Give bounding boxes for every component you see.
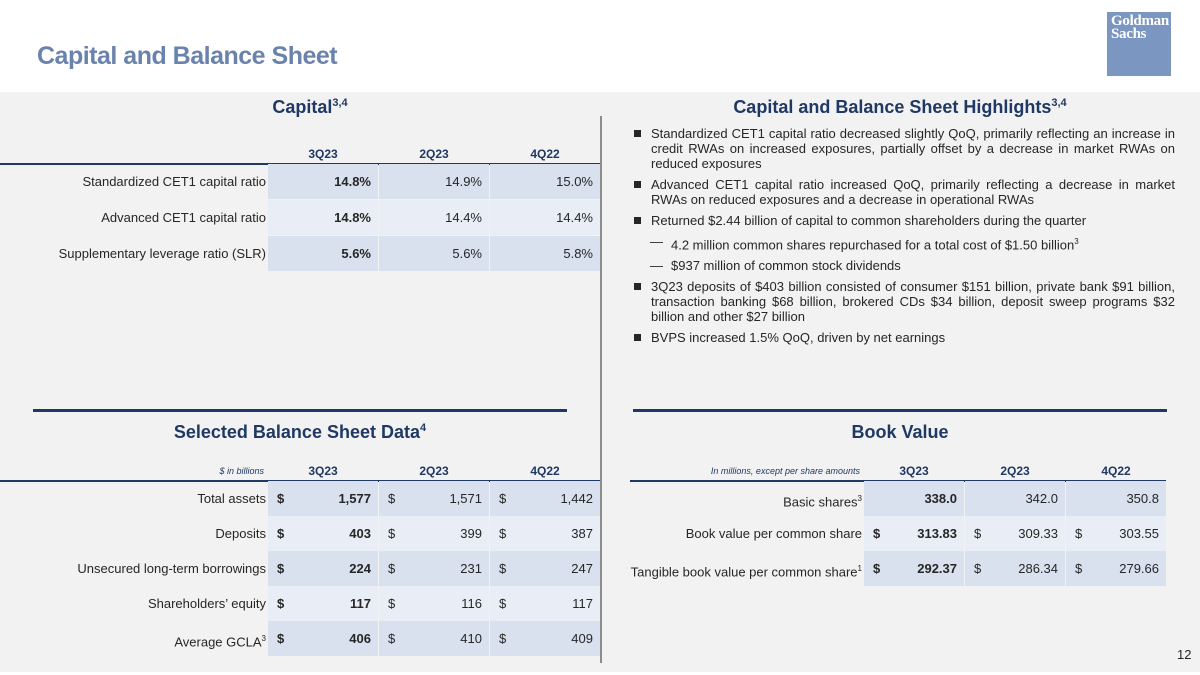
table-cell: 350.8 [1066,481,1166,516]
table-cell: 5.6% [379,236,489,271]
page-number: 12 [1177,647,1192,662]
table-cell: $ 247 [490,551,600,586]
table-cell: 15.0% [490,164,600,199]
table-cell: $ 387 [490,516,600,551]
list-item: Standardized CET1 capital ratio decreased slightly QoQ, primarily reflecting an increase in credit RWAs on increased exposures, partially offset by a decrease in market RWAs on reduced exposures [633,126,1175,171]
table-row: Shareholders’ equity [147,596,266,611]
list-item: Advanced CET1 capital ratio increased QoQ, primarily reflecting a decrease in market RWAs on reduced exposures and a decrease in operational RWAs [633,177,1175,207]
table-cell: $ 399 [379,516,489,551]
capital-title-sup: 3,4 [332,97,348,109]
table-cell: $ 286.34 [965,551,1065,586]
table-cell: 14.4% [490,200,600,235]
balance-sheet-unit-note: $ in billions [219,466,264,476]
vertical-divider [600,116,602,663]
section-rule-right [633,409,1167,412]
capital-col-2q23: 2Q23 [419,147,449,161]
capital-title [160,97,460,118]
highlights-title [640,97,1160,118]
table-cell: $ 116 [379,586,489,621]
table-cell: $ 309.33 [965,516,1065,551]
table-cell: $ 403 [268,516,378,551]
capital-col-4q22: 4Q22 [530,147,560,161]
table-cell: 5.8% [490,236,600,271]
table-cell: $ 1,442 [490,481,600,516]
table-cell: $ 406 [268,621,378,656]
table-cell: $ 292.37 [864,551,964,586]
list-item: Returned $2.44 billion of capital to common shareholders during the quarter [633,213,1175,228]
table-row: Deposits [215,526,266,541]
table-cell: $ 224 [268,551,378,586]
table-row: Tangible book value per common share$^1$ [630,564,862,580]
goldman-sachs-logo [1107,12,1171,76]
table-cell: 342.0 [965,481,1065,516]
book-value-title: Book Value [851,422,949,442]
table-cell: 14.9% [379,164,489,199]
list-item: BVPS increased 1.5% QoQ, driven by net earnings [633,330,1175,345]
table-row: Basic shares$^3$ [783,494,862,510]
balance-sheet-title [100,422,500,443]
capital-col-3q23: 3Q23 [308,147,338,161]
table-row: Total assets [197,491,266,506]
bv-col-4q22: 4Q22 [1101,464,1131,478]
capital-title-text: Capital [272,97,333,117]
table-cell: $ 231 [379,551,489,586]
balance-sheet-title-text: Selected Balance Sheet Data [173,422,420,442]
table-cell: 14.8% [268,164,378,199]
bs-col-4q22: 4Q22 [530,464,560,478]
table-cell: $ 303.55 [1066,516,1166,551]
table-cell: $ 279.66 [1066,551,1166,586]
list-subitem: — 4.2 million common shares repurchased for a total cost of $1.50 billion$^3$ [650,234,1079,253]
table-cell: $ 410 [379,621,489,656]
table-row [0,236,266,271]
table-cell: 14.8% [268,200,378,235]
table-cell: $ 313.83 [864,516,964,551]
table-cell: 5.6% [268,236,378,271]
table-cell: 338.0 [864,481,964,516]
balance-sheet-title-sup: 4 [420,422,427,434]
table-cell: $ 1,571 [379,481,489,516]
book-value-unit-note: In millions, except per share amounts [710,466,860,476]
table-row: Average GCLA$^3$ [174,634,266,650]
row-label: Supplementary leverage ratio (SLR) [58,246,266,261]
row-label: Standardized CET1 capital ratio [82,174,266,189]
table-cell: $ 1,577 [268,481,378,516]
bv-col-3q23: 3Q23 [899,464,929,478]
page-title: Capital and Balance Sheet [37,42,338,70]
bs-col-2q23: 2Q23 [419,464,449,478]
table-row: Book value per common share [685,526,862,541]
bs-col-3q23: 3Q23 [308,464,338,478]
table-row: Unsecured long-term borrowings [77,561,266,576]
table-cell: $ 117 [268,586,378,621]
table-row [0,164,266,199]
row-label: Advanced CET1 capital ratio [101,210,266,225]
highlights-title-sup: 3,4 [1051,97,1067,109]
section-rule-left [33,409,567,412]
table-row [0,200,266,235]
bv-col-2q23: 2Q23 [1000,464,1030,478]
list-subitem: — $937 million of common stock dividends [650,258,901,274]
highlights-list [633,126,1175,351]
table-cell: $ 117 [490,586,600,621]
table-cell: $ 409 [490,621,600,656]
list-item: 3Q23 deposits of $403 billion consisted of consumer $151 billion, private bank $91 billion, transaction banking $68 billion, brokered CDs $34 billion, deposit sweep programs $32 billion and other $27 billion [633,279,1175,324]
table-cell: 14.4% [379,200,489,235]
highlights-title-text: Capital and Balance Sheet Highlights [733,97,1052,117]
logo-line-1: Goldman [1111,13,1169,29]
logo-line-2: Sachs [1111,26,1147,42]
